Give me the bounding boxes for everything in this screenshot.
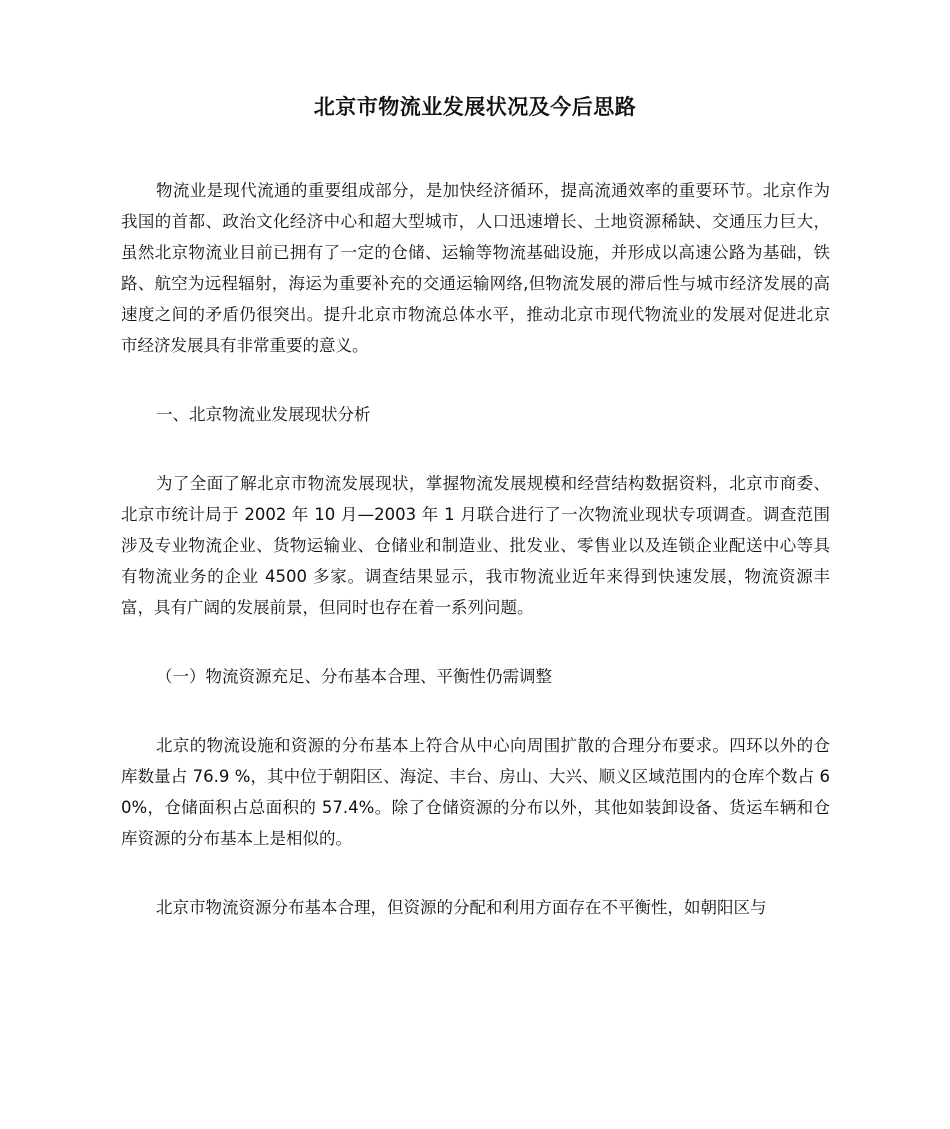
paragraph-gap <box>121 430 830 468</box>
paragraph-survey: 为了全面了解北京市物流发展现状，掌握物流发展规模和经营结构数据资料，北京市商委、北京市统计局于 2002 年 10 月—2003 年 1 月联合进行了一次物流业现状专项调查。调查范围涉及专业物流企业、货物运输业、仓储业和制造业、批发业、零售业以及连锁企业配送中心等具有物流业务的企业 4500 多家。调查结果显示，我市物流业近年来得到快速发展，物流资源丰富，具有广阔的发展前景，但同时也存在着一系列问题。 <box>121 474 830 617</box>
paragraph-imbalance: 北京市物流资源分布基本合理，但资源的分配和利用方面存在不平衡性，如朝阳区与 <box>156 898 767 917</box>
paragraph-gap <box>121 361 830 399</box>
paragraph-intro: 物流业是现代流通的重要组成部分，是加快经济循环，提高流通效率的重要环节。北京作为我国的首都、政治文化经济中心和超大型城市，人口迅速增长、土地资源稀缺、交通压力巨大，虽然北京物流业目前已拥有了一定的仓储、运输等物流基础设施，并形成以高速公路为基础，铁路、航空为远程辐射，海运为重要补充的交通运输网络,但物流发展的滞后性与城市经济发展的高速度之间的矛盾仍很突出。提升北京市物流总体水平，推动北京市现代物流业的发展对促进北京市经济发展具有非常重要的意义。 <box>121 181 830 355</box>
paragraph-gap <box>121 854 830 892</box>
document-body <box>121 175 830 923</box>
paragraph-gap <box>121 692 830 730</box>
paragraph-gap <box>121 623 830 661</box>
section-heading: 一、北京物流业发展现状分析 <box>156 405 371 424</box>
subsection-heading: （一）物流资源充足、分布基本合理、平衡性仍需调整 <box>156 667 552 686</box>
paragraph-distribution: 北京的物流设施和资源的分布基本上符合从中心向周围扩散的合理分布要求。四环以外的仓库数量占 76.9 %，其中位于朝阳区、海淀、丰台、房山、大兴、顺义区域范围内的仓库个数占 60%，仓储面积占总面积的 57.4%。除了仓储资源的分布以外，其他如装卸设备、货运车辆和仓库资源的分布基本上是相似的。 <box>121 736 830 848</box>
document-title: 北京市物流业发展状况及今后思路 <box>313 95 637 119</box>
